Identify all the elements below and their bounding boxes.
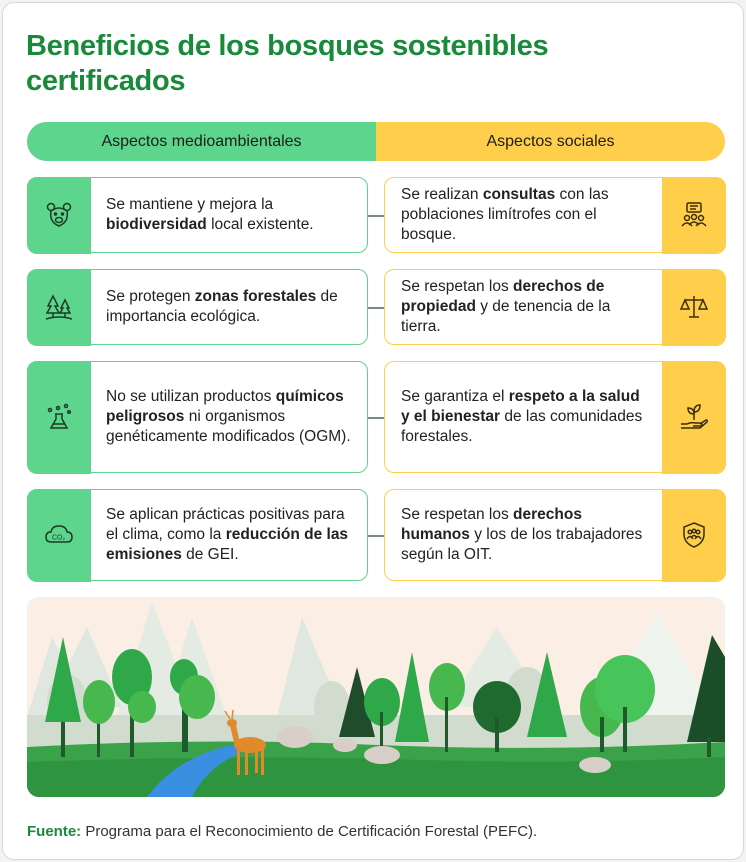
env-item-biodiversity [27,177,368,253]
connector-line [368,417,384,419]
header-environmental: Aspectos medioambientales [27,122,376,161]
env-item-climate [27,489,368,581]
people-shield-icon [679,520,709,550]
text-segment: Se aplican prácticas positivas para el clima, como la [106,506,345,543]
env-item-text [106,270,355,344]
soc-item-property-rights [384,269,725,345]
text-segment: Se respetan los [401,278,514,295]
env-item-text [106,178,355,252]
soc-item-text [401,362,648,472]
co2-cloud-icon [43,520,75,550]
bold-text: químicos peligrosos [106,388,344,425]
text-segment: No se utilizan productos [106,388,276,405]
connector-line [368,215,384,217]
text-segment: Se respetan los [401,506,514,523]
connector-line [368,307,384,309]
source-text: Programa para el Reconocimiento de Certificación Forestal (PEFC). [81,823,538,840]
soc-item-health [384,361,725,473]
text-segment: con las poblaciones limítrofes con el bosque. [401,186,609,243]
soc-item-text [401,490,648,580]
infographic-card [2,2,744,860]
env-item-text [106,490,355,580]
text-segment: Se realizan [401,186,483,203]
svg-text:CO₂: CO₂ [51,534,65,542]
source-footer [27,823,537,840]
text-segment: de GEI. [181,546,239,563]
text-segment: ni organismos genéticamente modificados (OGM). [106,408,351,445]
scales-icon [679,292,709,322]
soc-item-text [401,270,648,344]
hand-plant-icon [678,402,710,432]
env-item-chemicals [27,361,368,473]
bear-icon [44,200,74,230]
text-segment: local existente. [206,216,314,233]
text-segment: Se garantiza el [401,388,509,405]
forest-illustration [27,597,725,797]
bold-text: biodiversidad [106,216,207,233]
forest-trees-icon [44,292,74,322]
env-item-forest-zones [27,269,368,345]
bold-text: derechos humanos [401,506,582,543]
bold-text: consultas [482,186,556,203]
text-segment: Se mantiene y mejora la [106,196,274,213]
soc-item-human-rights [384,489,725,581]
bold-text: derechos de propiedad [401,278,605,315]
text-segment: Se protegen [106,288,195,305]
community-consultation-icon [679,200,709,230]
text-segment: y de tenencia de la tierra. [401,298,611,335]
soc-item-consultations [384,177,725,253]
bold-text: reducción de las emisiones [106,526,349,563]
text-segment: de importancia ecológica. [106,288,338,325]
forest-landscape-image [27,597,725,797]
text-segment: y los de los trabajadores según la OIT. [401,526,643,563]
soc-item-text [401,178,648,252]
text-segment: de las comunidades forestales. [401,408,643,445]
bold-text: respeto a la salud y el bienestar [401,388,640,425]
bold-text: zonas forestales [194,288,317,305]
source-label: Fuente: [27,823,82,840]
page-title: Beneficios de los bosques sostenibles certificados [26,30,549,97]
connector-line [368,535,384,537]
header-social: Aspectos sociales [376,122,725,161]
chemical-flask-icon [44,402,74,432]
env-item-text [106,362,355,472]
